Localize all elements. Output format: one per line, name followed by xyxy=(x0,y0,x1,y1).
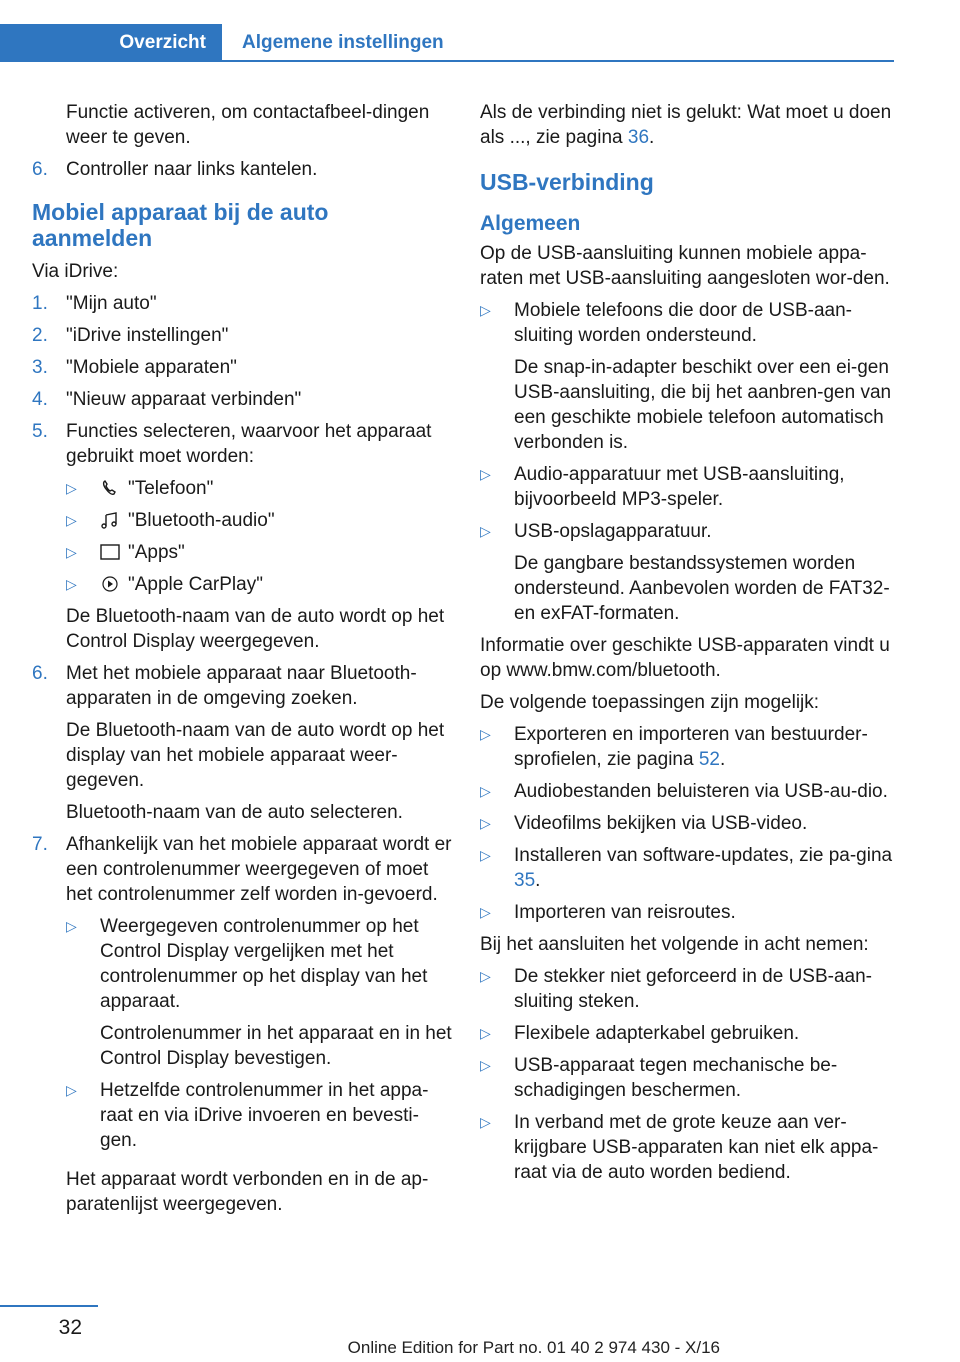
fail-text: Als de verbinding niet is gelukt: Wat moet u doen als ..., zie pagina xyxy=(480,102,892,148)
arrow-bullet-icon: ▷ xyxy=(480,847,491,863)
bullet-text: In verband met de grote keuze aan ver-krijgbare USB-apparaten kan niet elk appa-raat via de auto worden bediend. xyxy=(514,1112,879,1183)
list-item xyxy=(32,157,452,182)
function-item xyxy=(66,476,452,501)
bullet-item: ▷ Exporteren en importeren van bestuurder-sprofielen, zie pagina 52. xyxy=(480,724,868,770)
step-text: "Nieuw apparaat verbinden" xyxy=(66,389,302,410)
step-number: 1. xyxy=(32,293,48,314)
function-item xyxy=(66,540,452,565)
arrow-bullet-icon: ▷ xyxy=(480,815,491,831)
heading-pair-device: Mobiel apparaat bij de auto aanmelden xyxy=(32,199,329,251)
arrow-bullet-icon: ▷ xyxy=(66,918,77,934)
list-item xyxy=(32,291,452,316)
arrow-bullet-icon: ▷ xyxy=(66,480,77,496)
step-number: 2. xyxy=(32,325,48,346)
list-item xyxy=(32,832,452,1160)
bullet-note: Controlenummer in het apparaat en in het Control Display bevestigen. xyxy=(100,1023,452,1069)
step-number: 6. xyxy=(32,663,48,684)
bullet-text: Mobiele telefoons die door de USB-aan-sluiting worden ondersteund. xyxy=(514,300,852,346)
bullet-note: De gangbare bestandssystemen worden ondersteund. Aanbevolen worden de FAT32- en exFAT-formaten. xyxy=(514,553,890,624)
bullet-text: Exporteren en importeren van bestuurder-sprofielen, zie pagina xyxy=(514,724,868,770)
tab-overzicht[interactable]: Overzicht xyxy=(0,24,222,62)
step-number: 3. xyxy=(32,357,48,378)
apps-intro: De volgende toepassingen zijn mogelijk: xyxy=(480,692,820,713)
bullet-item xyxy=(66,1078,452,1153)
bullet-note: De snap-in-adapter beschikt over een ei-gen USB-aansluiting, die bij het aanbren-gen van een geschikte mobiele telefoon automatisch verbonden is. xyxy=(514,357,892,453)
function-item xyxy=(66,508,452,533)
step-number: 7. xyxy=(32,834,48,855)
arrow-bullet-icon: ▷ xyxy=(480,1114,491,1130)
step-number: 6. xyxy=(32,159,48,180)
function-label: "Apple CarPlay" xyxy=(128,574,263,595)
step-text: Controller naar links kantelen. xyxy=(66,159,318,180)
list-item xyxy=(32,661,452,825)
arrow-bullet-icon: ▷ xyxy=(66,576,77,592)
page-link[interactable]: 35 xyxy=(514,870,536,891)
bullet-text: Installeren van software-updates, zie pa-gina xyxy=(514,845,893,866)
step-note: De Bluetooth-naam van de auto wordt op het display van het mobiele apparaat weer-gegeven. xyxy=(66,720,445,791)
page-link[interactable]: 36 xyxy=(627,127,650,148)
arrow-bullet-icon: ▷ xyxy=(66,1082,77,1098)
arrow-bullet-icon: ▷ xyxy=(480,904,491,920)
bullet-item xyxy=(480,1053,900,1103)
bullet-item xyxy=(480,779,900,804)
arrow-bullet-icon: ▷ xyxy=(480,523,491,539)
arrow-bullet-icon: ▷ xyxy=(480,968,491,984)
arrow-bullet-icon: ▷ xyxy=(480,1057,491,1073)
bullet-item xyxy=(480,1110,900,1185)
bullet-item xyxy=(480,900,900,925)
fail-paragraph: Als de verbinding niet is gelukt: Wat moet u doen als ..., zie pagina 36. xyxy=(480,102,892,148)
footer-divider xyxy=(0,1305,98,1307)
step-text: "Mijn auto" xyxy=(66,293,157,314)
carplay-icon xyxy=(100,575,120,593)
arrow-bullet-icon: ▷ xyxy=(480,302,491,318)
bullet-item xyxy=(480,1021,900,1046)
bullet-text: Audio-apparatuur met USB-aansluiting, bijvoorbeeld MP3-speler. xyxy=(514,464,845,510)
arrow-bullet-icon: ▷ xyxy=(480,783,491,799)
left-column xyxy=(32,100,452,1224)
list-item xyxy=(32,355,452,380)
bullet-item xyxy=(480,811,900,836)
step-text: Met het mobiele apparaat naar Bluetooth-apparaten in de omgeving zoeken. xyxy=(66,663,417,709)
arrow-bullet-icon: ▷ xyxy=(66,512,77,528)
bullet-item xyxy=(480,462,900,512)
step-number: 4. xyxy=(32,389,48,410)
bullet-text: USB-opslagapparatuur. xyxy=(514,521,712,542)
arrow-bullet-icon: ▷ xyxy=(66,544,77,560)
step-text: Afhankelijk van het mobiele apparaat wordt er een controlenummer weergegeven of moet het controlenummer zelf worden in-gevoerd. xyxy=(66,834,452,905)
function-label: "Apps" xyxy=(128,542,185,563)
function-label: "Telefoon" xyxy=(128,478,214,499)
step-text: "iDrive instellingen" xyxy=(66,325,229,346)
heading-usb: USB-verbinding xyxy=(480,169,654,195)
step-text: Functies selecteren, waarvoor het apparaat gebruikt moet worden: xyxy=(66,421,432,467)
apps-icon xyxy=(100,543,120,561)
tab-algemene-instellingen[interactable]: Algemene instellingen xyxy=(222,24,894,62)
music-note-icon xyxy=(100,511,120,529)
arrow-bullet-icon: ▷ xyxy=(480,1025,491,1041)
bullet-text: Weergegeven controlenummer op het Control Display vergelijken met het controlenummer op het display van het apparaat. xyxy=(100,916,428,1012)
arrow-bullet-icon: ▷ xyxy=(480,466,491,482)
bullet-text: Flexibele adapterkabel gebruiken. xyxy=(514,1023,800,1044)
connect-intro: Bij het aansluiten het volgende in acht nemen: xyxy=(480,934,869,955)
continuation-text: Functie activeren, om contactafbeel-dingen weer te geven. xyxy=(66,102,430,148)
bullet-item xyxy=(480,298,900,455)
bullet-text: De stekker niet geforceerd in de USB-aan-sluiting steken. xyxy=(514,966,873,1012)
bullet-text: Hetzelfde controlenummer in het appa-raat en via iDrive invoeren en bevesti-gen. xyxy=(100,1080,429,1151)
page-number: 32 xyxy=(58,1316,82,1339)
continuation-row xyxy=(32,100,452,150)
bullet-text: Videofilms bekijken via USB-video. xyxy=(514,813,808,834)
header-divider xyxy=(222,60,894,62)
bullet-item xyxy=(480,964,900,1014)
heading-general: Algemeen xyxy=(480,212,581,235)
step-note: Bluetooth-naam van de auto selecteren. xyxy=(66,802,403,823)
via-label: Via iDrive: xyxy=(32,261,119,282)
step-note: De Bluetooth-naam van de auto wordt op het Control Display weergegeven. xyxy=(66,606,445,652)
final-row xyxy=(32,1167,452,1217)
list-item xyxy=(32,387,452,412)
function-item xyxy=(66,572,452,597)
bullet-text: USB-apparaat tegen mechanische be-schadigingen beschermen. xyxy=(514,1055,838,1101)
bullet-item xyxy=(480,519,900,626)
arrow-bullet-icon: ▷ xyxy=(480,726,491,742)
function-label: "Bluetooth-audio" xyxy=(128,510,275,531)
step-number: 5. xyxy=(32,421,48,442)
bullet-item xyxy=(66,914,452,1071)
bullet-text: Audiobestanden beluisteren via USB-au-dio. xyxy=(514,781,888,802)
intro-text: Op de USB-aansluiting kunnen mobiele appa-raten met USB-aansluiting aangesloten wor-den. xyxy=(480,243,890,289)
list-item xyxy=(32,419,452,654)
phone-icon xyxy=(100,479,120,497)
edition-text: Online Edition for Part no. 01 40 2 974 430 - X/16 xyxy=(347,1338,720,1357)
list-item xyxy=(32,323,452,348)
bullet-item: ▷ Installeren van software-updates, zie pa-gina 35. xyxy=(480,845,893,891)
bullet-text: Importeren van reisroutes. xyxy=(514,902,736,923)
step-text: "Mobiele apparaten" xyxy=(66,357,237,378)
final-text: Het apparaat wordt verbonden en in de ap-paratenlijst weergegeven. xyxy=(66,1169,429,1215)
info-text: Informatie over geschikte USB-apparaten vindt u op www.bmw.com/bluetooth. xyxy=(480,635,890,681)
page-link[interactable]: 52 xyxy=(698,749,720,770)
right-column xyxy=(480,100,900,1192)
header-bar xyxy=(0,0,894,62)
